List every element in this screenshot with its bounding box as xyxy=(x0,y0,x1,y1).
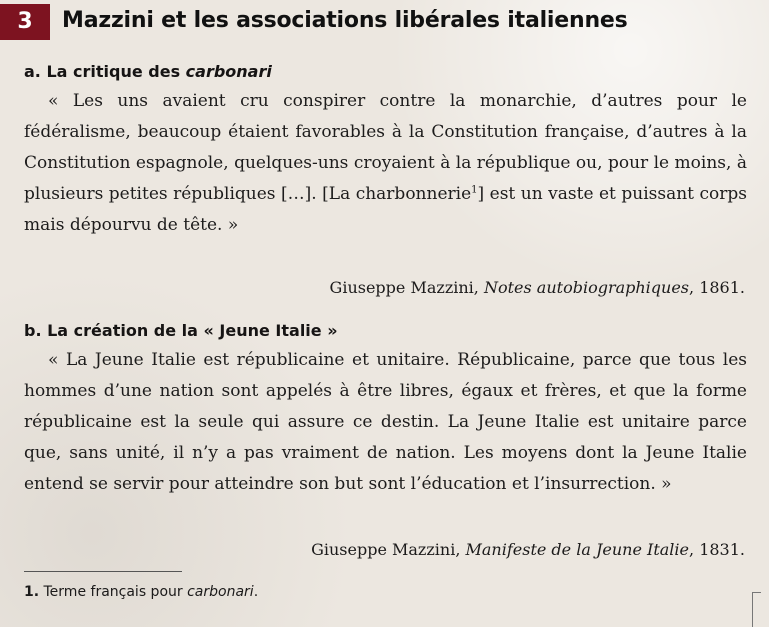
document-number-badge: 3 xyxy=(0,4,50,40)
footnote-reference-marker: 1 xyxy=(471,184,478,196)
section-b-citation xyxy=(311,538,745,562)
section-a-citation xyxy=(330,276,745,300)
section-b-heading xyxy=(24,320,338,342)
section-a-heading-text: La critique des xyxy=(46,62,186,81)
section-a-citation-year: , 1861. xyxy=(689,278,745,297)
footnote-end: . xyxy=(253,584,259,600)
footnote xyxy=(24,582,258,602)
document-header xyxy=(0,4,769,40)
section-b-heading-text: La création de la « Jeune Italie » xyxy=(47,321,338,340)
section-b-prefix: b. xyxy=(24,321,48,340)
footnote-divider xyxy=(24,571,182,572)
section-b-citation-work: Manifeste de la Jeune Italie xyxy=(465,540,690,559)
footnote-term: carbonari xyxy=(187,584,254,600)
page-corner-mark xyxy=(752,592,761,627)
section-a-citation-author: Giuseppe Mazzini, xyxy=(329,278,484,297)
section-b-quote xyxy=(24,345,747,500)
section-a-citation-work: Notes autobiographiques xyxy=(483,278,690,297)
section-a-quote-paragraph xyxy=(24,86,747,241)
section-b-citation-author: Giuseppe Mazzini, xyxy=(311,540,466,559)
section-a-quote-before: « Les uns avaient cru conspirer contre la monarchie, d’autres pour le fédéralisme, beaucoup étaient favorables à la Constitution française, d’autres à la Constitution espagnole, quelques-uns croyaient à la république ou, pour le moins, à plusieurs petites républiques […]. [La charbonnerie xyxy=(24,91,747,204)
section-b-quote-paragraph: « La Jeune Italie est républicaine et unitaire. Républicaine, parce que tous les hommes d’une nation sont appelés à être libres, égaux et frères, et que la forme républicaine est la seule qui assure ce destin. La Jeune Italie est unitaire parce que, sans unité, il n’y a pas vraiment de nation. Les moyens dont la Jeune Italie entend se servir pour atteindre son but sont l’éducation et l’insurrection. » xyxy=(24,350,747,494)
section-a-prefix: a. xyxy=(24,62,47,81)
section-a-heading xyxy=(24,61,272,83)
section-a-quote-after: ] est un vaste et puissant corps mais dépourvu de tête. » xyxy=(24,184,747,235)
document-title: Mazzini et les associations libérales italiennes xyxy=(62,8,628,33)
section-a-quote xyxy=(24,86,747,241)
footnote-number: 1. xyxy=(24,584,40,600)
footnote-text: Terme français pour xyxy=(39,584,188,600)
section-b-citation-year: , 1831. xyxy=(689,540,745,559)
section-a-heading-italic: carbonari xyxy=(185,62,272,81)
